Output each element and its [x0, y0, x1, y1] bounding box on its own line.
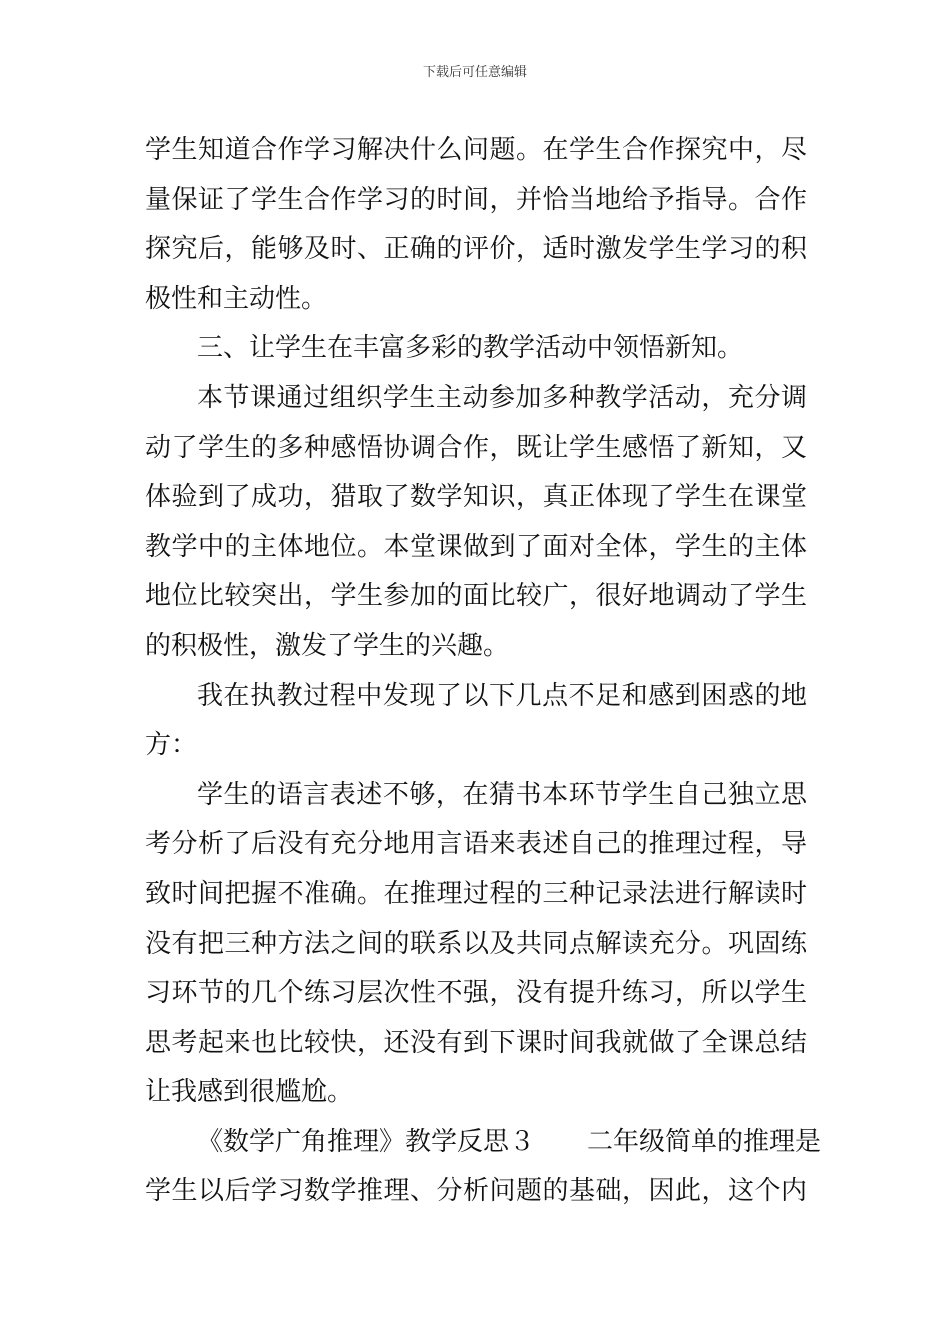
text-line: 体验到了成功，猎取了数学知识，真正体现了学生在课堂 [145, 482, 807, 513]
text-line: 思考起来也比较快，还没有到下课时间我就做了全课总结 [145, 1027, 807, 1058]
text-line: 学生以后学习数学推理、分析问题的基础，因此，这个内 [145, 1176, 807, 1207]
text-line: 习环节的几个练习层次性不强，没有提升练习，所以学生 [145, 978, 807, 1009]
section-title: 《数学广角推理》教学反思３ [197, 1126, 536, 1157]
section-intro: 二年级简单的推理是 [587, 1126, 822, 1157]
text-line: 我在执教过程中发现了以下几点不足和感到困惑的地 [197, 680, 807, 711]
text-line: 学生的语言表述不够，在猜书本环节学生自己独立思 [197, 779, 807, 810]
text-line: 考分析了后没有充分地用言语来表述自己的推理过程，导 [145, 829, 807, 860]
text-line: 动了学生的多种感悟协调合作，既让学生感悟了新知，又 [145, 432, 807, 463]
text-line: 的积极性，激发了学生的兴趣。 [145, 630, 510, 661]
text-line: 量保证了学生合作学习的时间，并恰当地给予指导。合作 [145, 184, 807, 215]
text-line: 方： [145, 730, 198, 761]
text-line: 没有把三种方法之间的联系以及共同点解读充分。巩固练 [145, 928, 807, 959]
text-line: 学生知道合作学习解决什么问题。在学生合作探究中，尽 [145, 135, 807, 165]
section-title-line [145, 1118, 822, 1168]
text-line: 让我感到很尴尬。 [145, 1077, 354, 1108]
page-header: 下载后可任意编辑 [422, 65, 527, 80]
text-line: 致时间把握不准确。在推理过程的三种记录法进行解读时 [145, 878, 807, 909]
document-body [145, 126, 822, 1217]
section-heading: 三、让学生在丰富多彩的教学活动中领悟新知。 [197, 333, 744, 364]
text-line: 地位比较突出，学生参加的面比较广，很好地调动了学生 [145, 581, 807, 612]
text-line: 极性和主动性。 [145, 283, 328, 314]
text-line: 教学中的主体地位。本堂课做到了面对全体，学生的主体 [145, 531, 807, 562]
text-line: 本节课通过组织学生主动参加多种教学活动，充分调 [197, 382, 807, 413]
text-line: 探究后，能够及时、正确的评价，适时激发学生学习的积 [145, 234, 807, 265]
